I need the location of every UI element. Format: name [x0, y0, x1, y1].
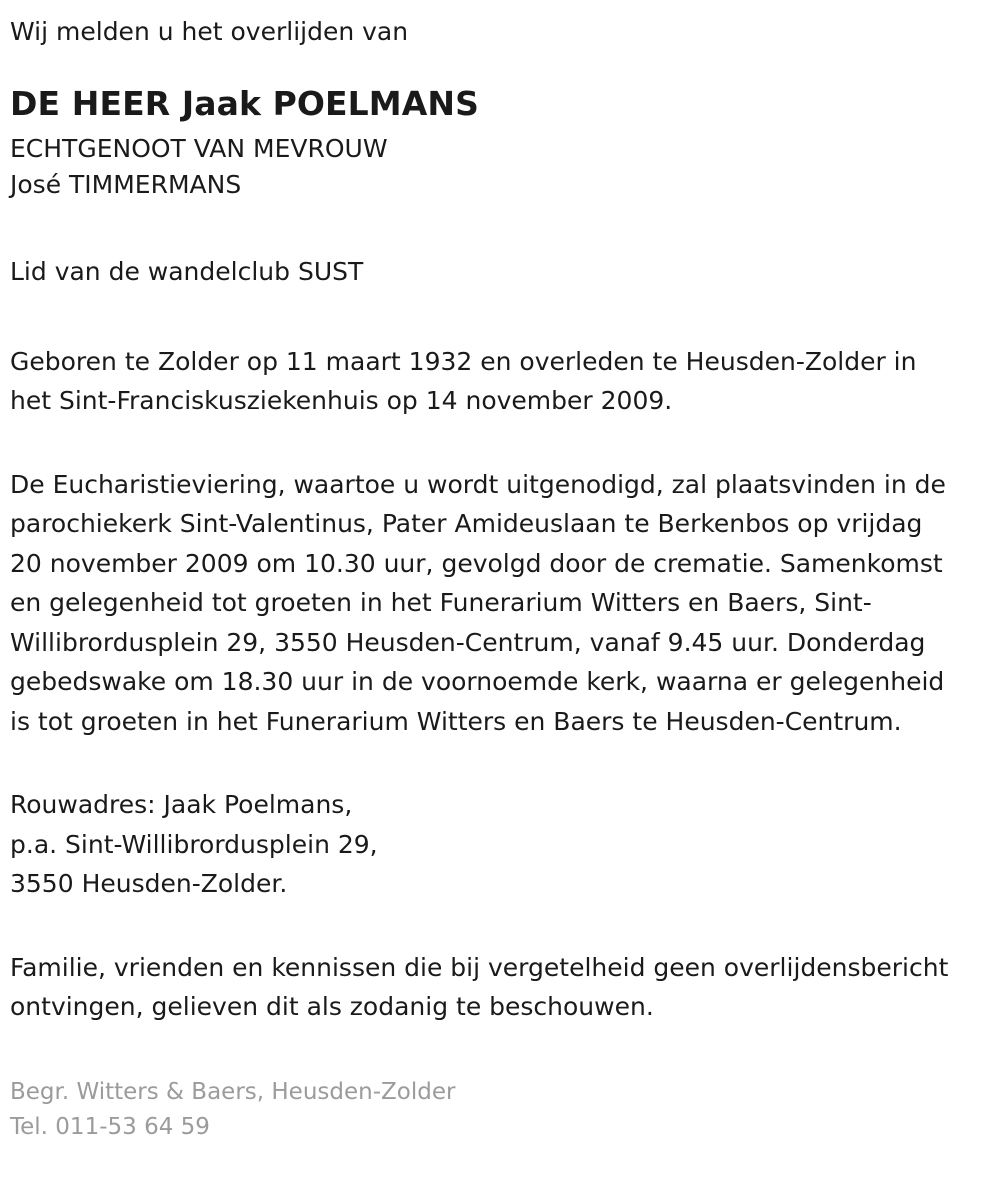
mourning-address-line-1: Rouwadres: Jaak Poelmans, [10, 790, 353, 820]
deceased-name: DE HEER Jaak POELMANS [10, 83, 479, 123]
spouse-name: José TIMMERMANS [10, 169, 242, 199]
mourning-address [10, 785, 960, 904]
membership-line: Lid van de wandelclub SUST [10, 257, 364, 287]
mourning-address-line-2: p.a. Sint-Willibrordusplein 29, [10, 829, 378, 859]
funeral-home-name: Begr. Witters & Baers, Heusden-Zolder [10, 1078, 456, 1105]
mourning-address-line-3: 3550 Heusden-Zolder. [10, 869, 288, 899]
spouse-relation-label: ECHTGENOOT VAN MEVROUW [10, 134, 388, 164]
funeral-home-footer [10, 1075, 960, 1146]
funeral-home-phone: Tel. 011-53 64 59 [10, 1114, 210, 1141]
announcement-intro: Wij melden u het overlijden van [10, 17, 409, 46]
funeral-service-details: De Eucharistieviering, waartoe u wordt uitgenodigd, zal plaatsvinden in de parochiekerk Sint-Valentinus, Pater Amideuslaan te Berkenbos op vrijdag 20 november 2009 om 10.30 uur, gevolgd door de crematie. Samenkomst en gelegenheid tot groeten in het Funerarium Witters en Baers, Sint-Willibrordusplein 29, 3550 Heusden-Centrum, vanaf 9.45 uur. Donderdag gebedswake om 18.30 uur in de voornoemde kerk, waarna er gelegenheid is tot groeten in het Funerarium Witters en Baers te Heusden-Centrum. [10, 469, 946, 736]
general-notice: Familie, vrienden en kennissen die bij vergetelheid geen overlijdensbericht ontvingen, gelieven dit als zodanig te beschouwen. [10, 952, 949, 1022]
birth-and-death-details: Geboren te Zolder op 11 maart 1932 en overleden te Heusden-Zolder in het Sint-Franciskusziekenhuis op 14 november 2009. [10, 346, 917, 416]
